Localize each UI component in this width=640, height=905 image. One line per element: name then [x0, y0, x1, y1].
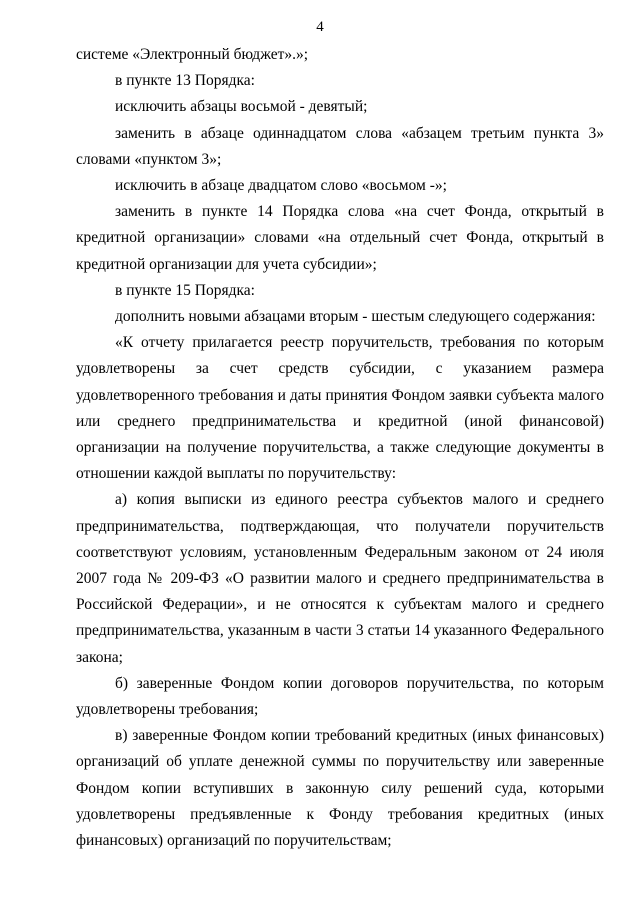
paragraph-continuation: системе «Электронный бюджет».»;	[76, 46, 309, 63]
paragraph-exclude-8-9: исключить абзацы восьмой - девятый;	[115, 98, 368, 116]
paragraph-subitem-b: б) заверенные Фондом копии договоров поручительства, по которым удовлетворены требования;	[76, 674, 604, 719]
paragraph-subitem-a: а) копия выписки из единого реестра субъектов малого и среднего предпринимательства, подтверждающая, что получатели поручительств соответствуют условиям, установленным Федеральным законом от 24 июля 2007 года № 209-ФЗ «О развитии малого и среднего предпринимательства в Российской Федерации», и не относятся к субъектам малого и среднего предпринимательства, указанным в части 3 статьи 14 указанного Федерального закона;	[76, 491, 604, 666]
paragraph-report-registry: «К отчету прилагается реестр поручительств, требования по которым удовлетворены за счет средств субсидии, с указанием размера удовлетворенного требования и даты принятия Фондом заявки субъекта малого или среднего предпринимательства и кредитной (иной финансовой) организации на получение поручительства, а также следующие документы в отношении каждой выплаты по поручительству:	[76, 334, 604, 483]
document-body	[76, 42, 604, 854]
paragraph-replace-11: заменить в абзаце одиннадцатом слова «абзацем третьим пункта 3» словами «пунктом 3»;	[76, 124, 604, 168]
page-number: 4	[316, 19, 324, 35]
paragraph-item-13: в пункте 13 Порядка:	[115, 72, 255, 90]
paragraph-item-14: заменить в пункте 14 Порядка слова «на счет Фонда, открытый в кредитной организации» словами «на отдельный счет Фонда, открытый в кредитной организации для учета субсидии»;	[76, 203, 604, 273]
paragraph-item-15: в пункте 15 Порядка:	[115, 281, 255, 299]
paragraph-exclude-20: исключить в абзаце двадцатом слово «восьмом -»;	[115, 177, 447, 195]
paragraph-supplement: дополнить новыми абзацами вторым - шестым следующего содержания:	[115, 308, 596, 326]
paragraph-subitem-v: в) заверенные Фондом копии требований кредитных (иных финансовых) организаций об уплате денежной суммы по поручительству или заверенные Фондом копии вступивших в законную силу решений суда, которыми удовлетворены предъявленные к Фонду требования кредитных (иных финансовых) организаций по поручительствам;	[76, 727, 604, 850]
